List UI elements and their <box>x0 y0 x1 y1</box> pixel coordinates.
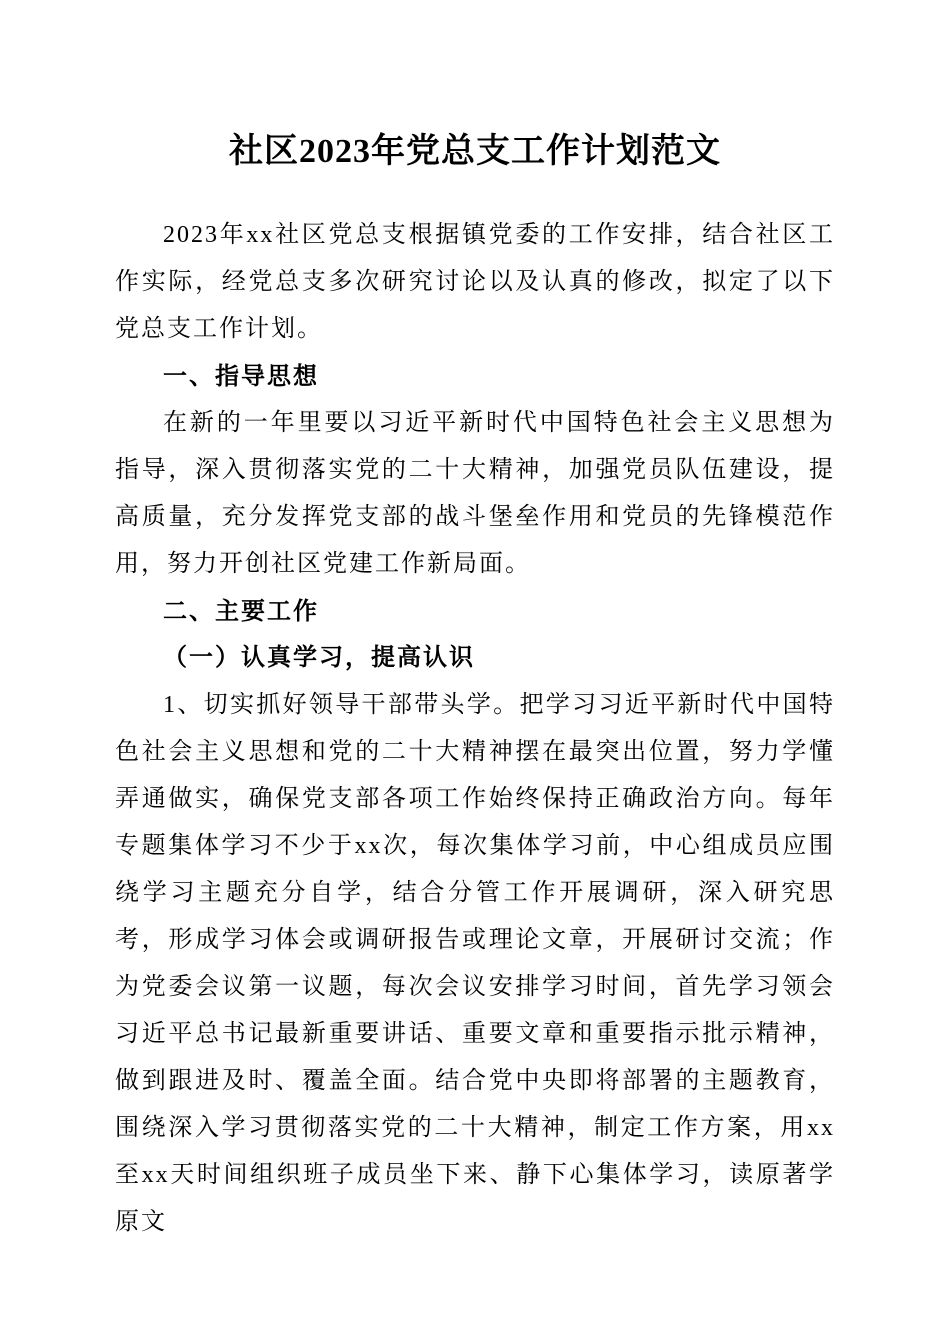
heading-section-2: 二、主要工作 <box>163 598 319 625</box>
paragraph-main-work: 1、切实抓好领导干部带头学。把学习习近平新时代中国特色社会主义思想和党的二十大精神摆在最突出位置，努力学懂弄通做实，确保党支部各项工作始终保持正确政治方向。每年专题集体学习不少于xx次，每次集体学习前，中心组成员应围绕学习主题充分自学，结合分管工作开展调研，深入研究思考，形成学习体会或调研报告或理论文章，开展研讨交流；作为党委会议第一议题，每次会议安排学习时间，首先学习领会习近平总书记最新重要讲话、重要文章和重要指示批示精神，做到跟进及时、覆盖全面。结合党中央即将部署的主题教育，围绕深入学习贯彻落实党的二十大精神，制定工作方案，用xx至xx天时间组织班子成员坐下来、静下心集体学习，读原著学原文 <box>115 692 835 1235</box>
paragraph-intro: 2023年xx社区党总支根据镇党委的工作安排，结合社区工作实际，经党总支多次研究讨论以及认真的修改，拟定了以下党总支工作计划。 <box>115 222 835 342</box>
document-title: 社区2023年党总支工作计划范文 <box>229 133 721 170</box>
heading-section-1: 一、指导思想 <box>163 363 319 390</box>
paragraph-guiding-ideology: 在新的一年里要以习近平新时代中国特色社会主义思想为指导，深入贯彻落实党的二十大精神，加强党员队伍建设，提高质量，充分发挥党支部的战斗堡垒作用和党员的先锋模范作用，努力开创社区党建工作新局面。 <box>115 410 835 577</box>
heading-subsection-1: （一）认真学习，提高认识 <box>163 645 475 671</box>
